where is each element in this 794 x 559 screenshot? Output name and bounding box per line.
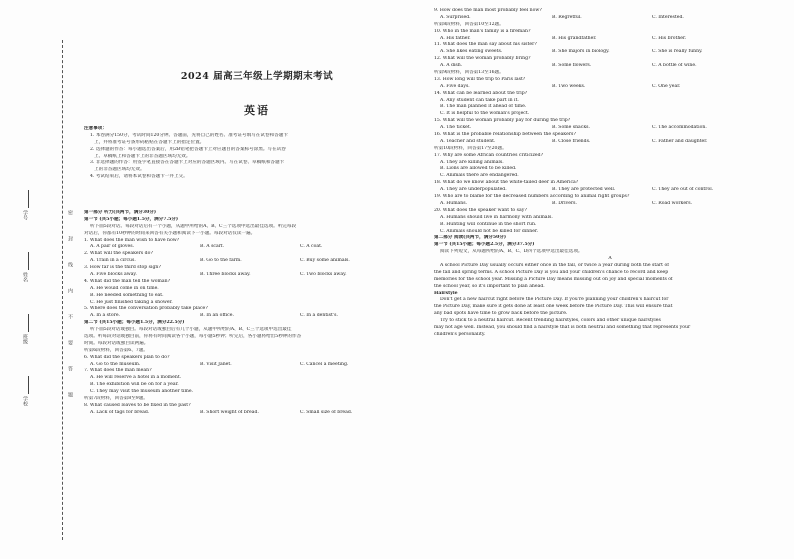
answer-options: [434, 63, 786, 70]
answer-option: B. Go to the farm.: [200, 258, 242, 264]
answer-option: B. In an office.: [200, 313, 234, 319]
seal-line: [62, 40, 63, 540]
text-line: 19. Who are to blame for the decreased numbers according to animal right groups?: [434, 194, 630, 200]
text-line: the school year, so it's important to plan ahead.: [434, 283, 545, 289]
answer-option: A. Train in a circus.: [90, 258, 136, 264]
text-line: A. He would come in on time.: [90, 285, 159, 291]
text-line: B. The man planned it ahead of time.: [440, 104, 527, 110]
section-heading: 第二节 (共15小题；每小题1.5分，满分22.5分): [84, 320, 185, 326]
text-line: 听下面5段对话。每段对话后有一个小题，从题中所给的A、B、C三个选项中选出最佳选项。听完每段: [90, 223, 297, 229]
section-heading: Hairstyle: [434, 290, 458, 296]
text-line: C. Animals there are endangered.: [440, 173, 519, 179]
answer-option: B. Three blocks away.: [200, 272, 251, 278]
answer-option: B. They are protected well.: [552, 187, 616, 193]
answer-option: A. Five days.: [440, 83, 470, 89]
seal-char: 密: [67, 210, 73, 215]
seal-char: 题: [67, 392, 73, 397]
seal-char: 封: [67, 236, 73, 241]
text-line: C. They may visit the museum another time.: [90, 389, 194, 395]
answer-options: [434, 139, 786, 146]
text-line: memories for the school year. Missing a Picture Day means missing out on joy and special moments of: [434, 276, 673, 282]
answer-options: [434, 187, 786, 194]
answer-option: A. Lack of tags for bread.: [90, 409, 150, 415]
answer-option: B. Close friends.: [552, 138, 591, 144]
notes-item: 2. 选择题的作答：每小题选出答案后，用2B铅笔把答题卡上对应题目的答案标号涂黑。写在试卷: [90, 146, 286, 152]
answer-option: A. Surprised.: [440, 14, 471, 20]
answer-option: B. Drivers.: [552, 200, 577, 206]
text-line: 12. What will the woman probably bring?: [434, 56, 531, 62]
text-line: 9. How does the man most probably feel now?: [434, 8, 542, 13]
answer-options: [434, 36, 786, 43]
answer-option: C. Two blocks away.: [300, 272, 347, 278]
answer-option: C. Interested.: [652, 14, 684, 20]
answer-option: C. One year.: [652, 83, 681, 89]
text-line: any bad spots have time to grow back before the picture.: [434, 311, 568, 317]
text-line: 10. Who in the man's family is a fireman?: [434, 28, 531, 34]
text-line: 4. What did the man tell the woman?: [84, 278, 171, 284]
section-heading: 第一部分 听力(共两节，满分30分): [84, 210, 157, 215]
answer-option: B. Visit Janet.: [200, 361, 232, 367]
text-line: may not age well. Instead, you should find a hairstyle that is both neutral and something that represents your: [434, 324, 691, 330]
text-line: A. He will reserve a hotel in a moment.: [90, 375, 182, 381]
answer-option: B. A scarf.: [200, 244, 224, 250]
text-line: 2. What will the speakers do?: [84, 251, 153, 257]
text-line: C. He just finished taking a shower.: [90, 299, 173, 305]
answer-option: B. Two weeks.: [552, 83, 586, 89]
answer-options: [434, 49, 786, 56]
notes-item: 4. 考试结束后，请将本试卷和答题卡一并上交。: [90, 174, 188, 180]
answer-option: B. Some flowers.: [552, 63, 592, 69]
seal-char: 内: [67, 288, 73, 293]
answer-option: A. Humans.: [440, 200, 468, 206]
answer-option: B. She majors in biology.: [552, 49, 610, 55]
answer-option: A. A dish.: [440, 63, 463, 69]
text-line: A. They are killing animals.: [440, 159, 504, 165]
answer-option: C. Road workers.: [652, 200, 693, 206]
text-line: 14. What can be learned about the trip?: [434, 90, 528, 96]
exam-title: 2024 届高三年级上学期期末考试: [180, 71, 334, 82]
text-line: 6. What did the speakers plan to do?: [84, 354, 170, 360]
answer-option: B. Some snacks.: [552, 125, 590, 131]
answer-options: [84, 362, 430, 369]
text-line: Try to stick to a neutral haircut. Recent trending hairstyles, colors and other unique hairstyles: [440, 318, 661, 324]
answer-option: A. They are underpopulated.: [440, 187, 507, 193]
text-line: the Picture Day, make sure it gets done at least one week before the Picture Day. This will ensure that: [434, 304, 673, 310]
text-line: 11. What does the man say about his sister?: [434, 42, 537, 48]
text-line: 听第8段材料，回答第10至12题。: [434, 21, 504, 27]
text-line: B. The exhibition will be on for a year.: [90, 382, 179, 388]
binding-label-class: 班级: [22, 334, 28, 344]
notes-heading: 注意事项：: [84, 126, 107, 131]
answer-option: C. The accommodation.: [652, 125, 707, 131]
text-line: 时间。每段对话或独白读两遍。: [84, 340, 149, 346]
text-line: A. Any student can take part in it.: [440, 97, 519, 103]
answer-option: C. Buy some animals.: [300, 258, 350, 264]
answer-options: [434, 125, 786, 132]
binding-label-school: 学校: [22, 396, 28, 406]
text-line: 20. What does the speaker want to say?: [434, 207, 527, 213]
text-line: B. Hunting will continue in the short run.: [440, 221, 537, 227]
answer-options: [84, 410, 430, 417]
binding-underline: [28, 190, 29, 208]
answer-option: A. Five blocks away.: [90, 272, 137, 278]
text-line: 听第7段材料，回答第8至9题。: [84, 396, 148, 402]
seal-char: 答: [67, 366, 73, 371]
binding-underline: [28, 252, 29, 270]
answer-options: [84, 258, 430, 265]
listening-section: [84, 210, 430, 417]
binding-label-student-id: 学号: [22, 210, 28, 220]
section-heading: 第二部分 阅读(共两节，满分50分): [434, 235, 507, 241]
text-line: 13. How long will the trip to Paris last?: [434, 76, 526, 82]
text-line: 16. What is the probable relationship between the speakers?: [434, 132, 576, 138]
answer-option: C. They are out of control.: [652, 187, 714, 193]
answer-option: C. Cancel a meeting.: [300, 361, 349, 367]
answer-option: A. A pair of gloves.: [90, 244, 135, 250]
text-line: 5. Where does the conversation probably take place?: [84, 306, 208, 312]
subject-title: 英语: [244, 104, 270, 117]
answer-option: C. His brother.: [652, 35, 687, 41]
text-line: C. Animals should not be killed for dinner.: [440, 228, 539, 234]
answer-options: [84, 244, 430, 251]
text-line: 听下面5段对话或独白。每段对话或独白后有几个小题，从题中所给的A、B、C三个选项中选出最佳: [90, 327, 292, 333]
answer-option: C. Small size of bread.: [300, 409, 353, 415]
text-line: 18. What do we know about the white-tailed deer in America?: [434, 180, 579, 186]
answer-option: C. Father and daughter.: [652, 138, 708, 144]
answer-option: C. A bottle of wine.: [652, 63, 697, 69]
text-line: children's personality.: [434, 331, 486, 337]
text-line: A school Picture Day usually occurs either once in the fall, or twice a year during both the start of: [440, 262, 669, 268]
answer-option: A. The ticket.: [440, 125, 472, 131]
text-line: 15. What will the woman probably pay for during the trip?: [434, 118, 571, 124]
notes-item: 上，并将准考证号条形码粘贴在答题卡上的指定位置。: [94, 139, 205, 145]
text-line: 阅读下列短文，从每题所给的A、B、C、D四个选项中选出最佳选项。: [440, 249, 583, 255]
text-line: 听第9段材料，回答第13至16题。: [434, 70, 504, 76]
text-line: 7. What does the man mean?: [84, 368, 152, 374]
answer-options: [84, 272, 430, 279]
text-line: C. It is helpful to the woman's project.: [440, 111, 530, 117]
text-line: the fall and spring terms. A school Picture Day is you and your children's chance to record and keep: [434, 269, 669, 275]
seal-char: 要: [67, 340, 73, 345]
answer-option: B. Regretful.: [552, 14, 582, 20]
text-line: B. He needed something to eat.: [90, 292, 164, 298]
answer-option: B. His grandfather.: [552, 35, 597, 41]
notes-item: 上的非答题区域均无效。: [94, 167, 145, 173]
answer-options: [84, 313, 430, 320]
notes-item: 1. 本卷满分150分，考试时间120分钟。答题前，先将自己的姓名、准考证号填写在试卷和答题卡: [90, 132, 288, 138]
answer-option: A. Teacher and student.: [440, 138, 496, 144]
seal-char: 不: [67, 314, 73, 319]
answer-option: A. In a store.: [90, 313, 121, 319]
binding-underline: [28, 314, 29, 332]
answer-option: C. In a dentist's.: [300, 313, 338, 319]
binding-margin: [0, 40, 78, 540]
answer-options: [434, 201, 786, 208]
answer-option: A. His father.: [440, 35, 471, 41]
notes-item: 3. 非选择题的作答：用签字笔直接答在答题卡上对应的答题区域内。写在试卷、草稿纸和答题卡: [90, 160, 285, 166]
text-line: 对话后，你都有10秒钟的时间来回答有关小题和阅读下一小题。每段对话仅读一遍。: [84, 230, 256, 236]
text-line: B. Lions are allowed to be killed.: [440, 166, 517, 172]
section-heading: 第一节 (共15小题；每小题2.5分，满分37.5分): [434, 242, 535, 248]
text-line: 听第6段材料，回答第6、7题。: [84, 347, 148, 353]
notes-section: [84, 126, 430, 181]
answer-option: A. She likes eating sweets.: [440, 49, 503, 55]
text-line: 17. Why are some African countries criticized?: [434, 152, 544, 158]
text-line: 8. What caused loaves to be fixed in the past?: [84, 402, 191, 408]
questions-section: [434, 8, 786, 339]
text-line: 1. What does the man wish to have now?: [84, 237, 180, 243]
answer-option: B. Short weight of bread.: [200, 409, 259, 415]
text-line: A: [608, 256, 612, 262]
binding-label-name: 姓名: [22, 272, 28, 282]
seal-char: 线: [67, 262, 73, 267]
answer-options: [434, 15, 786, 22]
text-line: 选项。听每段对话或独白前，你将有时间阅读各个小题，每小题5秒钟；听完后，各小题将给出5秒钟的作答: [84, 334, 302, 340]
text-line: A. Humans should live in harmony with animals.: [440, 214, 553, 220]
answer-option: C. A coat.: [300, 244, 323, 250]
text-line: 3. How far is the third stop sign?: [84, 265, 161, 271]
text-line: 听第10段材料，回答第17至20题。: [434, 145, 507, 151]
binding-underline: [28, 376, 29, 394]
notes-item: 上、草稿纸上和答题卡上的非答题区域均无效。: [94, 153, 191, 159]
answer-option: C. She is really funny.: [652, 49, 703, 55]
answer-options: [434, 84, 786, 91]
section-heading: 第一节 (共5小题；每小题1.5分，满分7.5分): [84, 216, 179, 222]
text-line: Don't get a new haircut right before the Picture Day. If you're planning your children's haircut for: [440, 297, 669, 303]
answer-option: A. Go to the museum.: [90, 361, 141, 367]
